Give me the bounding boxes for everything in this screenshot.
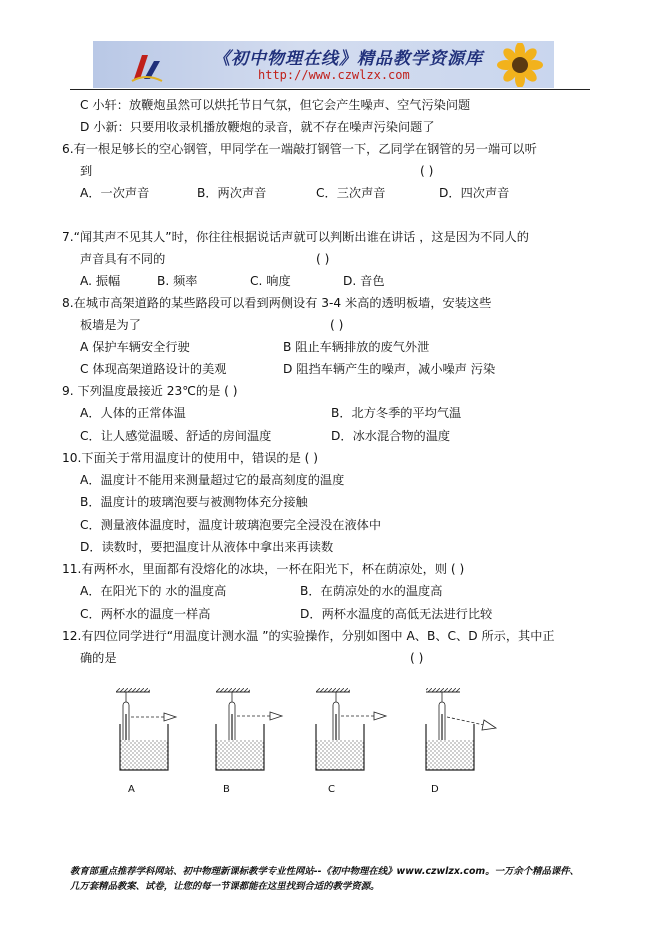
- q8-option-b: B 阻止车辆排放的废气外泄: [283, 340, 430, 354]
- q9-option-d: D．冰水混合物的温度: [331, 429, 451, 443]
- q7-option-a: A. 振幅: [80, 274, 121, 288]
- footer-line-2: 几万套精品教案、试卷，让您的每一节课都能在这里找到合适的教学资源。: [70, 881, 380, 892]
- site-logo-icon: [128, 47, 164, 83]
- q6-option-c: C．三次声音: [316, 186, 386, 200]
- question-7-answer-blank: ( ): [316, 252, 330, 266]
- q7-option-b: B. 频率: [157, 274, 198, 288]
- q11-option-a: A．在阳光下的 水的温度高: [80, 584, 227, 598]
- q7-option-c: C. 响度: [250, 274, 291, 288]
- banner-url: http://www.czwlzx.com: [258, 68, 410, 82]
- question-7-line-1: 7.“闻其声不见其人”时，你往往根据说话声就可以判断出谁在讲话 ，这是因为不同人的: [62, 230, 529, 244]
- q10-option-a: A．温度计不能用来测量超过它的最高刻度的温度: [80, 473, 345, 487]
- figure-label-c: C: [328, 784, 335, 795]
- q11-option-b: B．在荫凉处的水的温度高: [300, 584, 443, 598]
- q10-option-d: D．读数时，要把温度计从液体中拿出来再读数: [80, 540, 334, 554]
- question-12-line-1: 12.有四位同学进行“用温度计测水温 ”的实验操作，分别如图中 A、B、C、D 所示，其中正: [62, 629, 555, 643]
- setup-c: [316, 688, 386, 770]
- q8-option-d: D 阻挡车辆产生的噪声，减小噪声 污染: [283, 362, 496, 376]
- question-7-line-2: 声音具有不同的: [80, 252, 166, 266]
- q11-option-c: C．两杯水的温度一样高: [80, 607, 211, 621]
- q8-option-c: C 体现高架道路设计的美观: [80, 362, 227, 376]
- thermometer-figure: [100, 684, 520, 796]
- footer-line-1: 教育部重点推荐学科网站、初中物理新课标教学专业性网站--《初中物理在线》www.czwlzx.com。一万余个精品课件、: [70, 866, 579, 877]
- q7-option-d: D. 音色: [343, 274, 385, 288]
- header-banner: [93, 41, 554, 88]
- question-12-line-2: 确的是: [80, 651, 117, 665]
- question-8-line-2: 板墙是为了: [80, 318, 141, 332]
- sunflower-icon: [490, 43, 550, 87]
- figure-label-a: A: [128, 784, 135, 795]
- option-c-line: C 小轩：放鞭炮虽然可以烘托节日气氛，但它会产生噪声、空气污染问题: [80, 98, 471, 112]
- question-11: 11.有两杯水，里面都有没熔化的冰块，一杯在阳光下，杯在荫凉处，则 ( ): [62, 562, 465, 576]
- option-d-line: D 小新：只要用收录机播放鞭炮的录音，就不存在噪声污染问题了: [80, 120, 435, 134]
- q6-option-a: A．一次声音: [80, 186, 150, 200]
- setup-d: [426, 688, 496, 770]
- q10-option-c: C．测量液体温度时，温度计玻璃泡要完全浸没在液体中: [80, 518, 382, 532]
- question-6-answer-blank: ( ): [420, 164, 434, 178]
- q9-option-c: C．让人感觉温暖、舒适的房间温度: [80, 429, 272, 443]
- question-12-answer-blank: ( ): [410, 651, 424, 665]
- q10-option-b: B．温度计的玻璃泡要与被测物体充分接触: [80, 495, 308, 509]
- question-8-answer-blank: ( ): [330, 318, 344, 332]
- q11-option-d: D．两杯水温度的高低无法进行比较: [300, 607, 493, 621]
- q6-option-d: D．四次声音: [439, 186, 510, 200]
- question-10: 10.下面关于常用温度计的使用中，错误的是 ( ): [62, 451, 319, 465]
- question-6-line-2: 到: [80, 164, 93, 178]
- question-6-line-1: 6.有一根足够长的空心钢管，甲同学在一端敲打钢管一下，乙同学在钢管的另一端可以听: [62, 142, 537, 156]
- q8-option-a: A 保护车辆安全行驶: [80, 340, 190, 354]
- banner-title: 《初中物理在线》精品教学资源库: [213, 49, 483, 69]
- question-9: 9. 下列温度最接近 23℃的是 ( ): [62, 384, 238, 398]
- q6-option-b: B．两次声音: [197, 186, 267, 200]
- setup-a: [116, 688, 176, 770]
- question-8-line-1: 8.在城市高架道路的某些路段可以看到两侧设有 3-4 米高的透明板墙，安装这些: [62, 296, 492, 310]
- page-footer: [70, 864, 579, 894]
- header-rule: [70, 89, 590, 90]
- q9-option-b: B．北方冬季的平均气温: [331, 406, 462, 420]
- figure-label-b: B: [223, 784, 230, 795]
- q9-option-a: A．人体的正常体温: [80, 406, 186, 420]
- figure-label-d: D: [431, 784, 439, 795]
- setup-b: [216, 688, 282, 770]
